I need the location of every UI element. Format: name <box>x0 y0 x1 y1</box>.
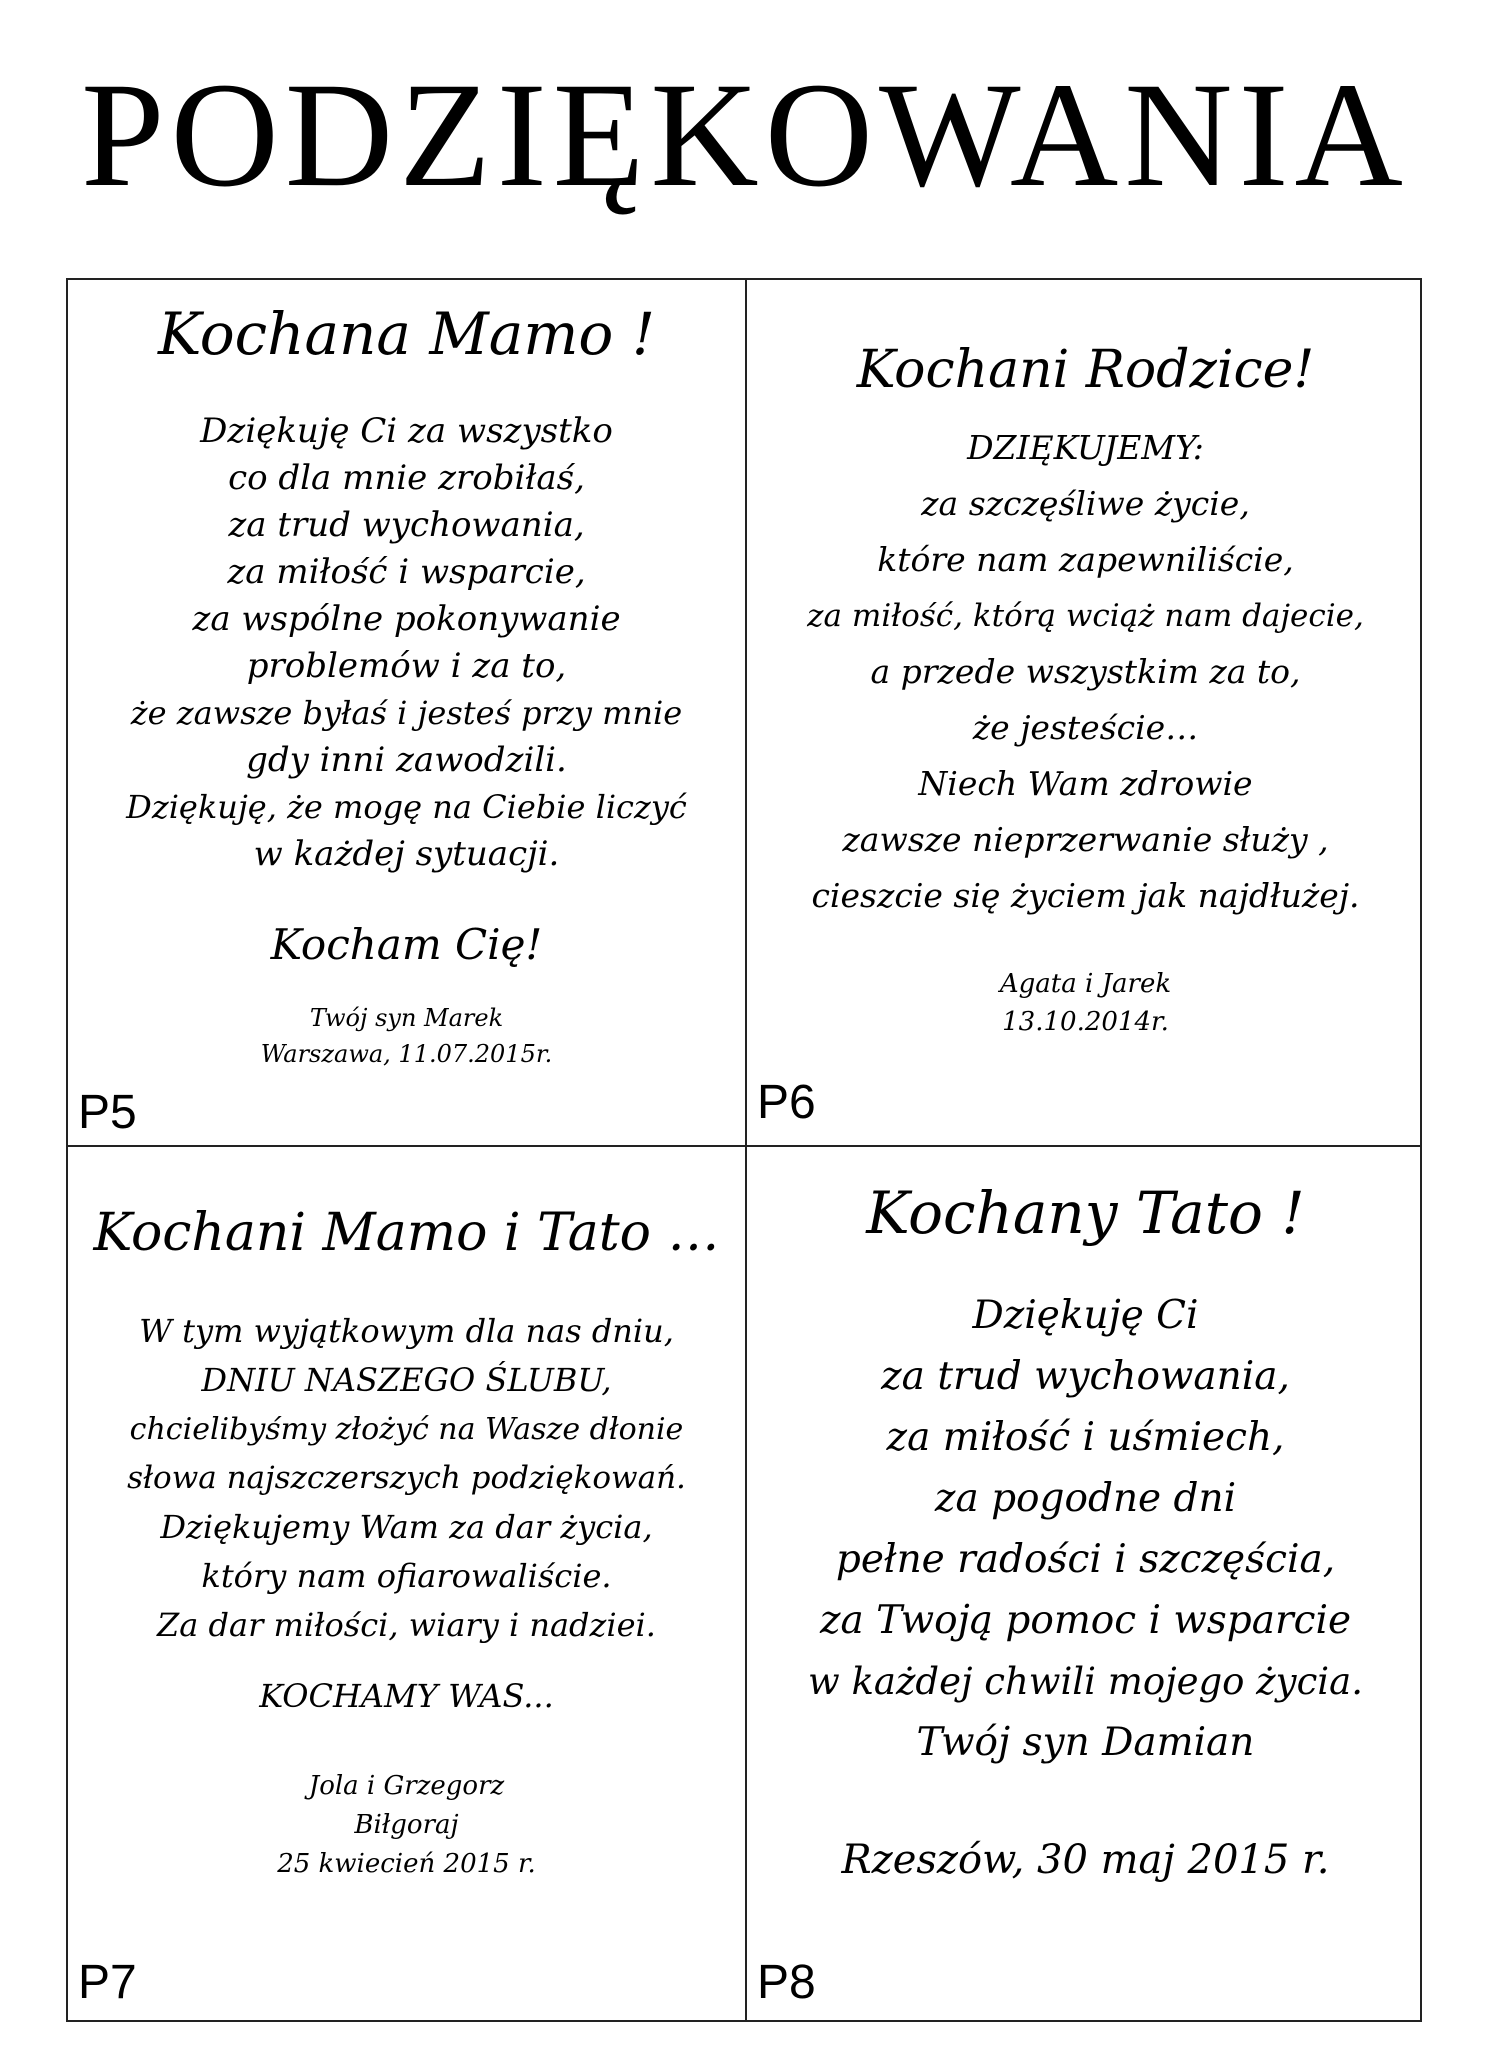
card-heading: Kochani Rodzice! <box>856 340 1315 400</box>
card-body <box>68 408 745 878</box>
body-line: Dziękuję Ci <box>972 1293 1199 1338</box>
body-line: że jesteście… <box>972 708 1199 747</box>
card-p8[interactable] <box>747 1147 1424 2021</box>
body-line: za miłość, którą wciąż nam dajecie, <box>807 598 1364 634</box>
body-line: a przede wszystkim za to, <box>870 652 1301 691</box>
card-signature <box>747 965 1424 1041</box>
card-heading: Kochana Mamo ! <box>157 300 656 368</box>
product-code: P8 <box>757 1956 816 2009</box>
body-line: chcielibyśmy złożyć na Wasze dłonie <box>129 1412 684 1447</box>
body-line: słowa najszczerszych podziękowań. <box>127 1460 686 1496</box>
card-body <box>68 1307 745 1650</box>
body-line: Dziękuję, że mogę na Ciebie liczyć <box>126 788 687 826</box>
body-line: Dziękuję Ci za wszystko <box>200 411 613 451</box>
body-line: za Twoją pomoc i wsparcie <box>819 1598 1352 1643</box>
card-p5[interactable] <box>68 280 745 1145</box>
signature-line: Agata i Jarek <box>999 969 1172 999</box>
page-title: PODZIĘKOWANIA <box>81 52 1409 218</box>
body-line: za szczęśliwe życie, <box>921 484 1250 523</box>
body-line: Twój syn Damian <box>916 1720 1255 1765</box>
card-closing: KOCHAMY WAS... <box>259 1677 554 1715</box>
body-line: co dla mnie zrobiłaś, <box>228 458 585 498</box>
signature-line: Rzeszów, 30 maj 2015 r. <box>841 1837 1330 1883</box>
product-code: P7 <box>78 1956 137 2009</box>
body-line: za miłość i wsparcie, <box>227 552 586 592</box>
card-p7[interactable] <box>68 1147 745 2021</box>
body-line: za trud wychowania, <box>881 1354 1290 1399</box>
signature-line: Biłgoraj <box>354 1810 459 1840</box>
body-line: cieszcie się życiem jak najdłużej. <box>811 876 1360 915</box>
body-line: Dziękujemy Wam za dar życia, <box>160 1508 653 1546</box>
card-closing: Kocham Cię! <box>270 920 543 969</box>
body-line: które nam zapewniliście, <box>877 540 1294 579</box>
body-line: pełne radości i szczęścia, <box>835 1537 1336 1582</box>
body-line: za wspólne pokonywanie <box>192 599 621 639</box>
body-line: DZIĘKUJEMY: <box>967 428 1204 467</box>
body-line: zawsze nieprzerwanie służy , <box>842 820 1329 859</box>
card-heading: Kochany Tato ! <box>866 1179 1305 1247</box>
card-grid <box>66 278 1422 2022</box>
card-signature <box>747 1837 1424 1883</box>
product-code: P5 <box>78 1086 137 1139</box>
body-line: DNIU NASZEGO ŚLUBU, <box>201 1361 612 1399</box>
body-line: W tym wyjątkowym dla nas dniu, <box>139 1312 674 1350</box>
card-signature <box>68 1767 745 1884</box>
product-code: P6 <box>757 1076 816 1129</box>
body-line: Za dar miłości, wiary i nadziei. <box>157 1606 656 1644</box>
body-line: w każdej sytuacji. <box>253 834 560 874</box>
body-line: za pogodne dni <box>934 1476 1237 1521</box>
body-line: że zawsze byłaś i jesteś przy mnie <box>130 694 683 732</box>
signature-line: Twój syn Marek <box>309 1004 504 1032</box>
body-line: za trud wychowania, <box>228 505 585 545</box>
body-line: który nam ofiarowaliście. <box>201 1557 612 1595</box>
body-line: za miłość i uśmiech, <box>886 1415 1285 1460</box>
signature-line: Warszawa, 11.07.2015r. <box>260 1040 553 1068</box>
body-line: w każdej chwili mojego życia. <box>808 1660 1363 1703</box>
body-line: problemów i za to, <box>246 646 567 686</box>
card-body <box>747 420 1424 924</box>
card-body <box>747 1285 1424 1773</box>
body-line: Niech Wam zdrowie <box>918 764 1253 803</box>
card-p6[interactable] <box>747 280 1424 1145</box>
signature-line: Jola i Grzegorz <box>308 1771 505 1801</box>
card-heading: Kochani Mamo i Tato … <box>93 1203 720 1263</box>
body-line: gdy inni zawodzili. <box>246 740 567 780</box>
signature-line: 13.10.2014r. <box>1002 1007 1169 1037</box>
card-signature <box>68 1000 745 1072</box>
signature-line: 25 kwiecień 2015 r. <box>277 1849 536 1879</box>
